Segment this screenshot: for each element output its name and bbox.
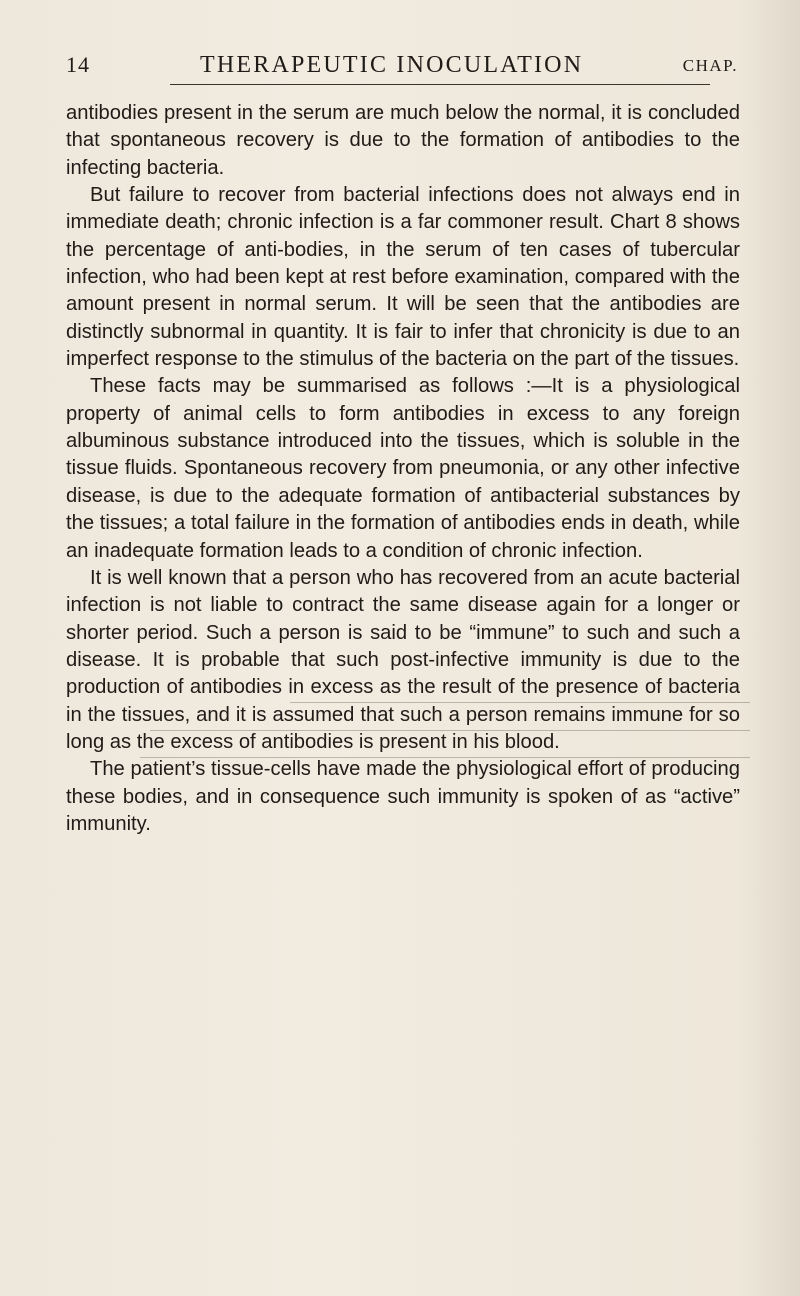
page-header xyxy=(66,52,738,86)
paragraph-5: The patient’s tissue-cells have made the physiological effort of producing these bodies, and in consequence such immunity is spoken of as “active” immunity. xyxy=(66,758,740,835)
running-title: THERAPEUTIC INOCULATION xyxy=(200,52,584,78)
header-rule xyxy=(170,84,710,85)
page-edge-shadow xyxy=(740,0,800,1296)
chapter-label: CHAP. xyxy=(682,56,738,75)
page-number: 14 xyxy=(66,52,90,77)
paper-fold-line xyxy=(150,730,750,731)
paragraph-1: antibodies present in the serum are much below the normal, it is concluded that spontaneous recovery is due to the formation of antibodies to the infecting bacteria. xyxy=(66,102,740,179)
paper-fold-line xyxy=(290,702,750,703)
paragraph-3: These facts may be summarised as follows :—It is a physiological property of animal cells to form antibodies in excess to any foreign albuminous substance introduced into the tissues, which is soluble in the tissue fluids. Spontaneous recovery from pneumonia, or any other infective disease, is due to the adequate formation of antibacterial substances by the tissues; a total failure in the formation of antibodies ends in death, while an inadequate formation leads to a condition of chronic infection. xyxy=(66,375,740,562)
body-text xyxy=(66,100,740,838)
paper-fold-line xyxy=(140,757,750,758)
paragraph-4: It is well known that a person who has recovered from an acute bacterial infection is not liable to contract the same disease again for a longer or shorter period. Such a person is said to be “immune” to such and such a disease. It is probable that such post-infective immunity is due to the production of antibodies in excess as the result of the presence of bacteria in the tissues, and it is assumed that such a person remains immune for so long as the excess of antibodies is present in his blood. xyxy=(66,566,740,753)
paragraph-2: But failure to recover from bacterial infections does not always end in immediate death; chronic infection is a far commoner result. Chart 8 shows the percentage of anti-bodies, in the serum of ten cases of tubercular infection, who had been kept at rest before examination, compared with the amount present in normal serum. It will be seen that the antibodies are distinctly subnormal in quantity. It is fair to infer that chronicity is due to an imperfect response to the stimulus of the bacteria on the part of the tissues. xyxy=(66,184,740,371)
